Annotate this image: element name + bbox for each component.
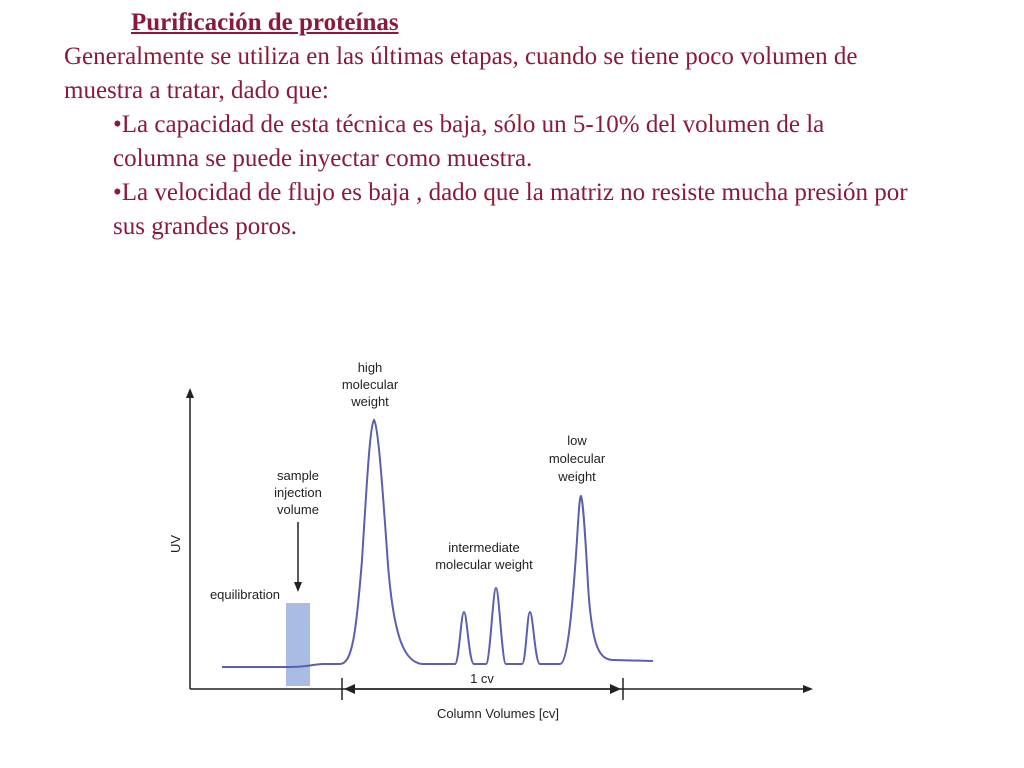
x-axis-arrow	[803, 685, 813, 693]
cv-range-label: 1 cv	[470, 671, 494, 686]
sample-injection-bar	[286, 603, 310, 686]
low-mw-label-line2: molecular	[548, 451, 606, 466]
bullet-flow-rate: •La velocidad de flujo es baja , dado que la matriz no resiste mucha presión por sus grandes poros.	[113, 179, 908, 240]
cv-range-left-arrow	[344, 684, 355, 694]
intermediate-mw-label-line2: molecular weight	[435, 557, 533, 572]
high-mw-label-line1: high	[357, 360, 383, 375]
high-mw-label-line3: weight	[351, 394, 389, 409]
intermediate-mw-label-line1: intermediate	[448, 540, 520, 555]
sample-injection-label-line2: injection	[274, 485, 322, 500]
x-axis-label: Column Volumes [cv]	[436, 706, 560, 721]
sample-injection-label-line3: volume	[277, 502, 319, 517]
low-mw-label-line3: weight	[558, 469, 596, 484]
intro-paragraph: Generalmente se utiliza en las últimas etapas, cuando se tiene poco volumen de muestra a tratar, dado que:	[64, 43, 858, 104]
injection-arrow-head	[294, 582, 302, 592]
bullet-capacity: •La capacidad de esta técnica es baja, sólo un 5-10% del volumen de la columna se puede inyectar como muestra.	[113, 111, 825, 172]
equilibration-label: equilibration	[209, 587, 281, 602]
sample-injection-label-line1: sample	[277, 468, 319, 483]
high-mw-label-line2: molecular	[341, 377, 399, 392]
y-axis-arrow	[186, 388, 194, 398]
cv-range-right-arrow	[610, 684, 621, 694]
low-mw-label-line1: low	[567, 433, 587, 448]
slide-title: Purificación de proteínas	[131, 9, 399, 36]
y-axis-label: UV	[168, 534, 183, 554]
